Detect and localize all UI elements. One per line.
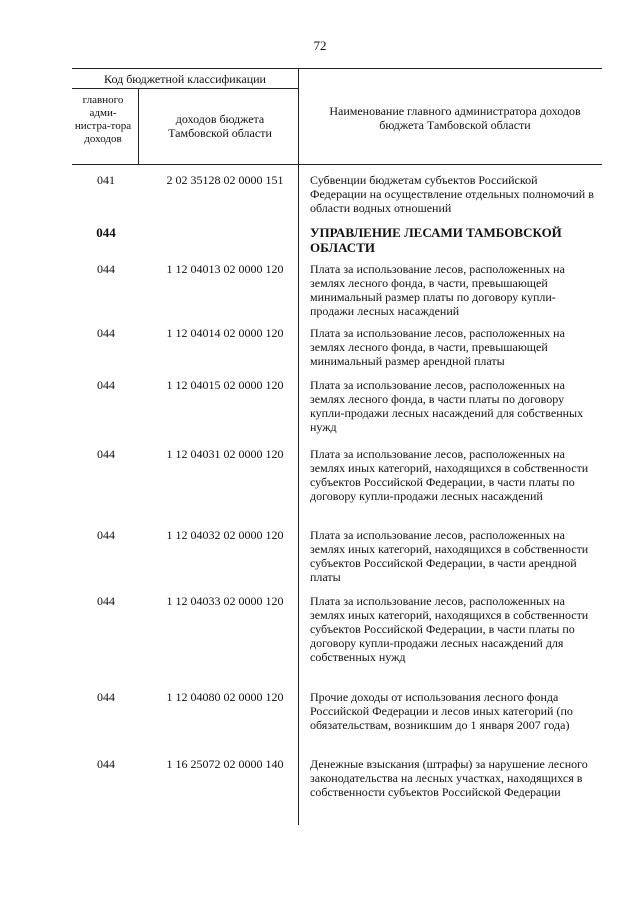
admin-code: 044: [97, 262, 115, 276]
revenue-code: 1 12 04032 02 0000 120: [166, 528, 284, 542]
admin-code: 044: [97, 690, 115, 704]
header-col-name: Наименование главного администратора доходов бюджета Тамбовской области: [329, 104, 581, 132]
revenue-code: 2 02 35128 02 0000 151: [166, 173, 284, 187]
revenue-code: 1 12 04014 02 0000 120: [166, 326, 284, 340]
revenue-code: 1 12 04080 02 0000 120: [166, 690, 284, 704]
admin-code: 044: [97, 326, 115, 340]
header-col-code: доходов бюджета Тамбовской области: [168, 112, 272, 140]
admin-code: 044: [97, 757, 115, 771]
admin-code: 044: [96, 225, 116, 240]
revenue-name: Плата за использование лесов, расположенных на землях иных категорий, находящихся в собственности субъектов Российской Федерации, в части арендной платы: [310, 528, 589, 584]
admin-code: 044: [97, 447, 115, 461]
revenue-code: 1 16 25072 02 0000 140: [166, 757, 284, 771]
revenue-name: Плата за использование лесов, расположенных на землях иных категорий, находящихся в собственности субъектов Российской Федерации, в части платы по договору купли-продажи лесных насаждений: [310, 447, 589, 503]
revenue-name: Плата за использование лесов, расположенных на землях лесного фонда, в части платы по договору купли-продажи лесных насаждений для собственных нужд: [310, 378, 584, 434]
admin-code: 044: [97, 528, 115, 542]
revenue-name: Плата за использование лесов, расположенных на землях лесного фонда, в части, превышающей минимальный размер арендной платы: [310, 326, 565, 368]
revenue-name: Плата за использование лесов, расположенных на землях иных категорий, находящихся в собственности субъектов Российской Федерации, в части платы по договору купли-продажи лесных насаждений для собственных нужд: [310, 594, 589, 664]
page-number: 72: [313, 38, 327, 53]
revenue-code: 1 12 04013 02 0000 120: [166, 262, 284, 276]
header-bottom-rule: [72, 164, 602, 165]
revenue-name: Денежные взыскания (штрафы) за нарушение лесного законодательства на лесных участках, находящихся в собственности субъектов Российской Федерации: [310, 757, 588, 799]
revenue-code: 1 12 04031 02 0000 120: [166, 447, 284, 461]
revenue-name: Прочие доходы от использования лесного фонда Российской Федерации и лесов иных категорий (по обязательствам, возникшим до 1 января 2007 года): [310, 690, 573, 732]
column-divider-1: [138, 88, 139, 164]
revenue-code: 1 12 04015 02 0000 120: [166, 378, 284, 392]
admin-code: 044: [97, 378, 115, 392]
admin-code: 041: [97, 173, 115, 187]
revenue-name: Плата за использование лесов, расположенных на землях лесного фонда, в части, превышающей минимальный размер платы по договору купли-продажи лесных насаждений: [310, 262, 565, 318]
header-group-title: Код бюджетной классификации: [104, 72, 266, 86]
section-title: УПРАВЛЕНИЕ ЛЕСАМИ ТАМБОВСКОЙ ОБЛАСТИ: [310, 225, 562, 255]
header-col-admin: главного адми-нистра-тора доходов: [74, 94, 132, 145]
header-group-rule: [72, 88, 298, 89]
revenue-code: 1 12 04033 02 0000 120: [166, 594, 284, 608]
revenue-name: Субвенции бюджетам субъектов Российской Федерации на осуществление отдельных полномочий в области водных отношений: [310, 173, 594, 215]
table-top-rule: [72, 68, 602, 69]
admin-code: 044: [97, 594, 115, 608]
